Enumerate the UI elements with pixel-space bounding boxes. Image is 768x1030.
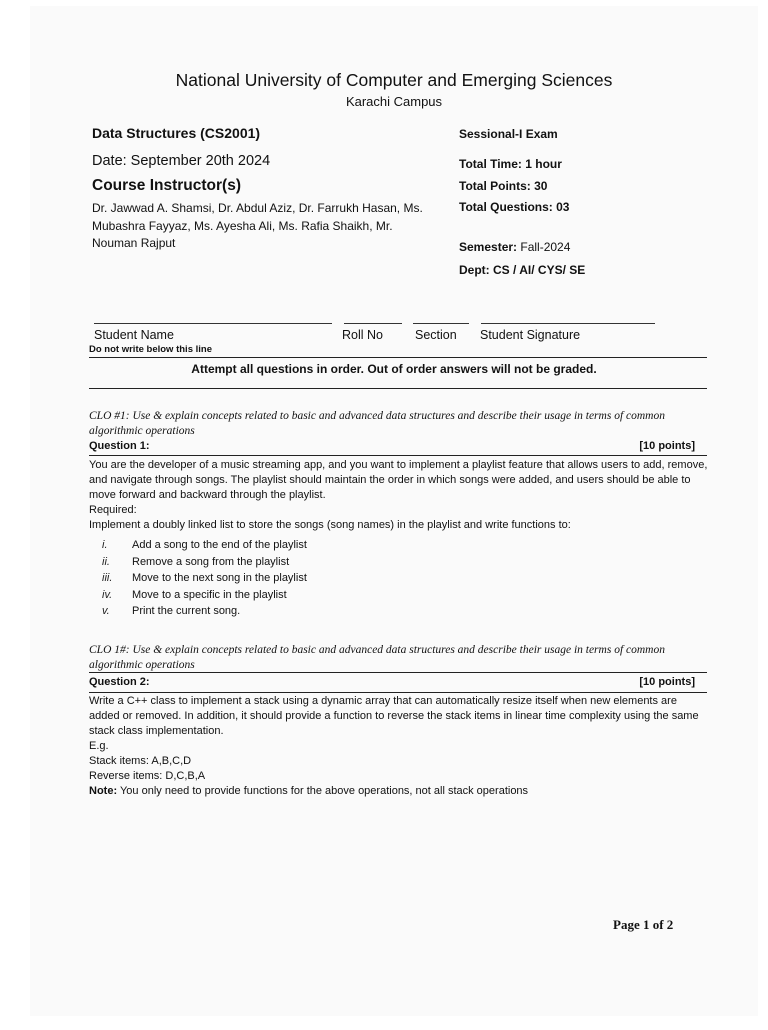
roll-no-line xyxy=(344,323,402,324)
q2-body xyxy=(89,694,709,799)
q1-points: [10 points] xyxy=(639,440,695,452)
q2-clo: CLO 1#: Use & explain concepts related to basic and advanced data structures and describe their usage in terms of common algorithmic operations xyxy=(89,644,665,671)
page-number: Page 1 of 2 xyxy=(613,917,674,932)
divider xyxy=(89,692,707,693)
semester: Semester: Fall-2024 xyxy=(459,240,571,254)
exam-date: Date: September 20th 2024 xyxy=(92,153,271,169)
q2-note: Note: You only need to provide functions for the above operations, not all stack operations xyxy=(89,785,529,797)
course-title: Data Structures (CS2001) xyxy=(92,125,261,141)
list-item: ii. Remove a song from the playlist xyxy=(102,555,290,568)
divider xyxy=(89,672,707,673)
divider xyxy=(89,357,707,358)
university-name: National University of Computer and Emerging Sciences xyxy=(175,70,613,90)
student-name-label: Student Name xyxy=(94,328,174,342)
q1-required: Required: xyxy=(89,504,137,516)
q2-points: [10 points] xyxy=(639,676,695,688)
q2-title: Question 2: xyxy=(89,676,150,688)
do-not-write-note: Do not write below this line xyxy=(89,344,212,355)
total-questions: Total Questions: 03 xyxy=(459,200,570,214)
instructors-list: Dr. Jawwad A. Shamsi, Dr. Abdul Aziz, Dr. Farrukh Hasan, Ms. Mubashra Fayyaz, Ms. Ayesha Ali, Ms. Rafia Shaikh, Mr. Nouman Rajput xyxy=(92,201,423,250)
department: Dept: CS / AI/ CYS/ SE xyxy=(459,263,586,277)
campus-name: Karachi Campus xyxy=(345,94,443,109)
q2-header xyxy=(89,676,707,688)
signature-line xyxy=(481,323,655,324)
q2-eg: E.g. xyxy=(89,740,109,752)
divider xyxy=(89,388,707,389)
exam-page xyxy=(30,6,758,1016)
total-points: Total Points: 30 xyxy=(459,179,548,193)
q2-text: Write a C++ class to implement a stack using a dynamic array that can automatically resize itself when new elements are added or removed. In addition, it should provide a function to reverse the stack items in linear time complexity using the same stack class implementation. xyxy=(89,695,699,737)
section-line xyxy=(413,323,469,324)
q1-task: Implement a doubly linked list to store the songs (song names) in the playlist and write functions to: xyxy=(89,519,571,531)
exam-type: Sessional-I Exam xyxy=(459,127,558,141)
q1-body xyxy=(89,458,709,533)
divider xyxy=(89,455,707,456)
q1-clo: CLO #1: Use & explain concepts related to basic and advanced data structures and describe their usage in terms of common algorithmic operations xyxy=(89,410,665,437)
q1-title: Question 1: xyxy=(89,440,150,452)
instructors-heading: Course Instructor(s) xyxy=(92,177,241,194)
list-item: iii. Move to the next song in the playlist xyxy=(102,572,307,584)
student-name-line xyxy=(94,323,332,324)
q2-reverse-example: Reverse items: D,C,B,A xyxy=(89,770,206,782)
q1-header xyxy=(89,440,707,452)
q1-text: You are the developer of a music streaming app, and you want to implement a playlist feature that allows users to add, remove, and navigate through songs. The playlist should maintain the order in which songs were added, and users should be able to move forward and backward through the playlist. xyxy=(89,459,708,501)
list-item: i. Add a song to the end of the playlist xyxy=(102,539,307,551)
total-time: Total Time: 1 hour xyxy=(459,157,562,171)
signature-label: Student Signature xyxy=(480,328,581,342)
q1-items xyxy=(102,537,307,620)
q2-stack-example: Stack items: A,B,C,D xyxy=(89,755,192,767)
instructions: Attempt all questions in order. Out of order answers will not be graded. xyxy=(191,362,597,376)
section-label: Section xyxy=(415,328,457,342)
list-item: v. Print the current song. xyxy=(102,605,241,617)
list-item: iv. Move to a specific in the playlist xyxy=(102,588,287,601)
roll-no-label: Roll No xyxy=(342,328,383,342)
